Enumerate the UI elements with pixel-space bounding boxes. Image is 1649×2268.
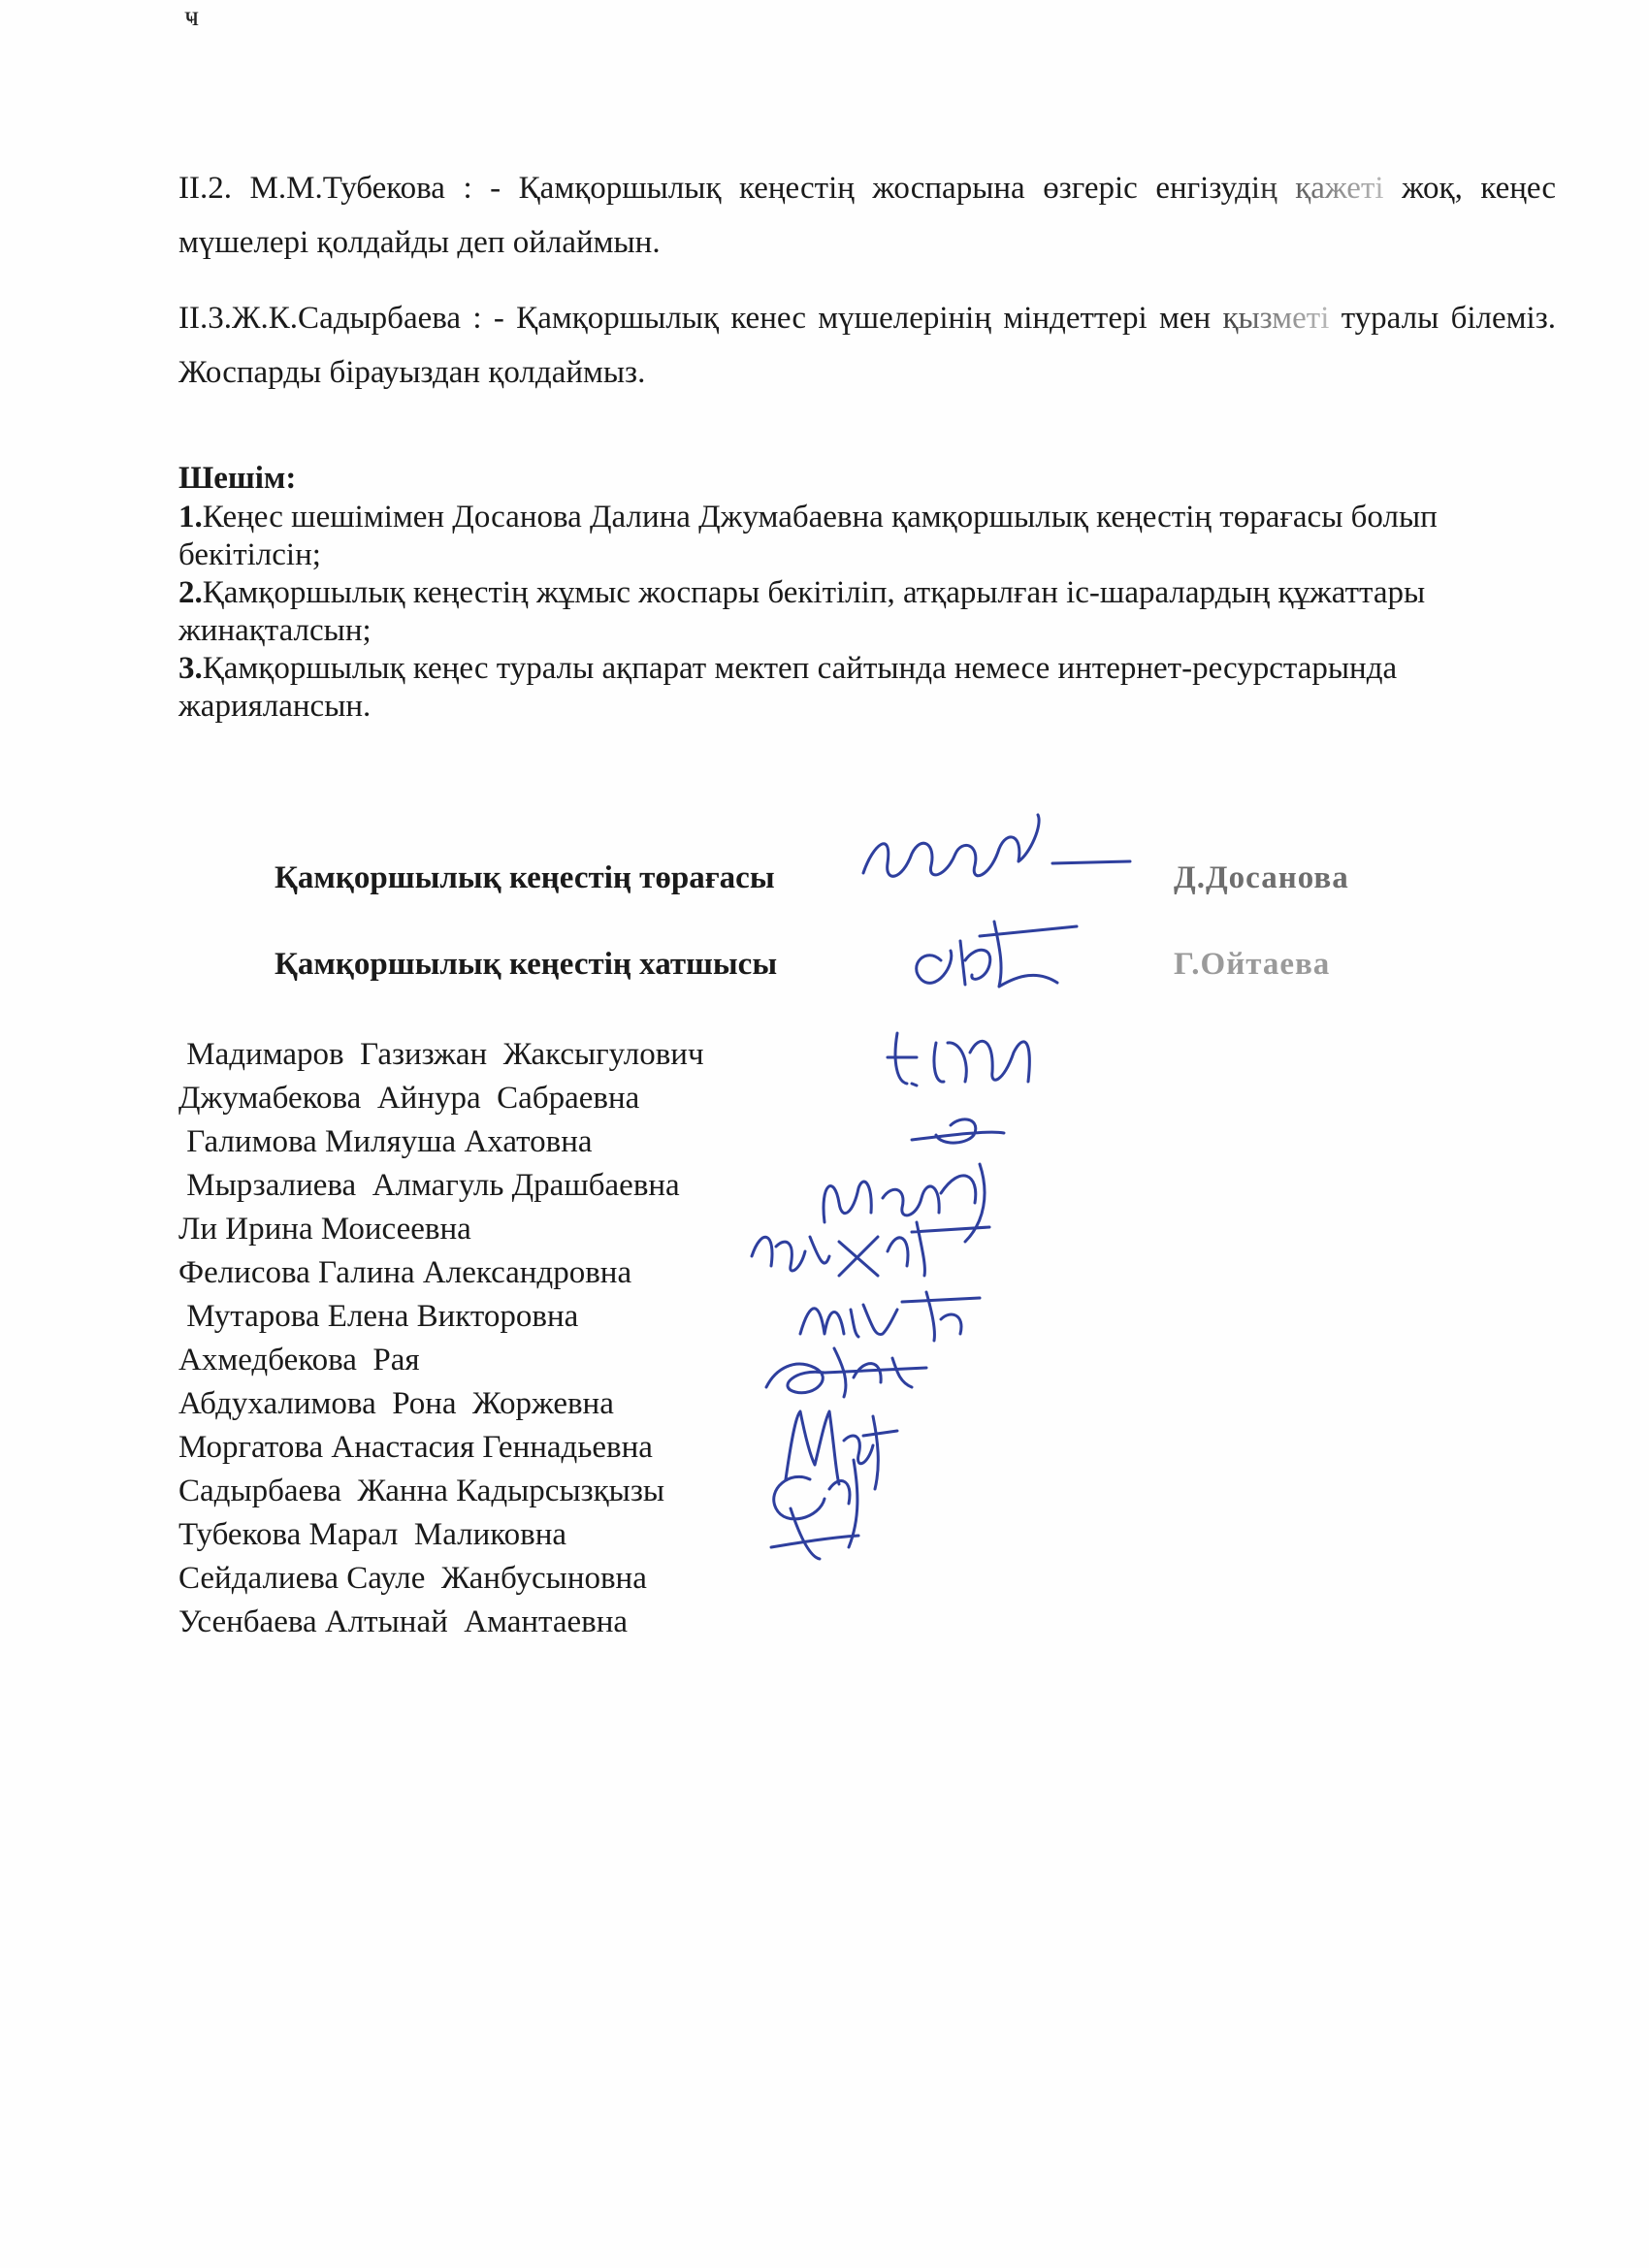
secretary-title: Қамқоршылық кеңестің хатшысы	[275, 947, 778, 982]
paragraph-rest: туралы білеміз. Жоспарды бірауыздан қолдаймыз.	[178, 301, 1556, 390]
member-name: Абдухалимова Рона Жоржевна	[178, 1386, 614, 1421]
member-name: Сейдалиева Сауле Жанбусыновна	[178, 1561, 647, 1596]
secretary-name: Г.Ойтаева	[1174, 947, 1331, 982]
page-corner-mark: ҹ	[184, 0, 200, 32]
paragraph-faded-text: өзгеріс енгізудің қажеті	[1043, 171, 1384, 206]
paragraph-lead: ІІ.2. М.М.Тубекова : - Қамқоршылық кеңестің жоспарына	[178, 171, 1044, 206]
decision-item-number: 1.	[178, 500, 203, 535]
member-name: Галимова Миляуша Ахатовна	[178, 1124, 593, 1159]
member-signature-3	[742, 1208, 994, 1285]
member-signature-1	[878, 1014, 1052, 1101]
decision-heading: Шешім:	[178, 461, 297, 496]
paragraph-rest: жоқ, кеңес мүшелері қолдайды деп ойлаймын.	[178, 171, 1556, 260]
member-name: Тубекова Марал Маликовна	[178, 1517, 567, 1552]
decision-item	[178, 499, 1536, 574]
decision-item-text: Қамқоршылық кеңес туралы ақпарат мектеп сайтында немесе интернет-ресурстарында жариялансын.	[178, 651, 1398, 724]
discussion-paragraph	[178, 161, 1556, 270]
paragraph-faded-text: міндеттері мен қызметі	[1003, 301, 1330, 336]
member-name: Усенбаева Алтынай Амантаевна	[178, 1604, 629, 1639]
member-name: Мутарова Елена Викторовна	[178, 1299, 579, 1334]
chair-name: Д.Досанова	[1174, 860, 1349, 895]
decision-item-text: Кеңес шешімімен Досанова Далина Джумабаевна қамқоршылық кеңестің төрағасы болып бекітілсін;	[178, 500, 1438, 572]
discussion-paragraph	[178, 291, 1556, 400]
member-name: Садырбаева Жанна Кадырсызқызы	[178, 1474, 665, 1508]
decision-item	[178, 574, 1536, 650]
chair-title: Қамқоршылық кеңестің төрағасы	[275, 860, 775, 895]
chair-signature	[844, 805, 1135, 912]
member-name: Ли Ирина Моисеевна	[178, 1212, 471, 1247]
decision-item-text: Қамқоршылық кеңестің жұмыс жоспары бекітіліп, атқарылған іс-шаралардың құжаттары жинақталсын;	[178, 575, 1426, 648]
decision-item-number: 2.	[178, 575, 203, 610]
secretary-signature	[902, 907, 1096, 1004]
member-name: Мырзалиева Алмагуль Драшбаевна	[178, 1168, 680, 1203]
member-signature-7	[752, 1450, 888, 1567]
paragraph-lead: ІІ.3.Ж.К.Садырбаева : - Қамқоршылық кенес мүшелерінің	[178, 301, 1004, 336]
member-list	[178, 1033, 704, 1644]
member-name: Моргатова Анастасия Геннадьевна	[178, 1430, 653, 1465]
decision-section	[178, 460, 1536, 726]
member-name: Ахмедбекова Рая	[178, 1343, 420, 1377]
member-name: Фелисова Галина Александровна	[178, 1255, 632, 1290]
decision-item	[178, 650, 1536, 726]
member-name: Джумабекова Айнура Сабраевна	[178, 1081, 640, 1116]
member-name: Мадимаров Газизжан Жаксыгулович	[178, 1037, 704, 1072]
decision-item-number: 3.	[178, 651, 203, 686]
